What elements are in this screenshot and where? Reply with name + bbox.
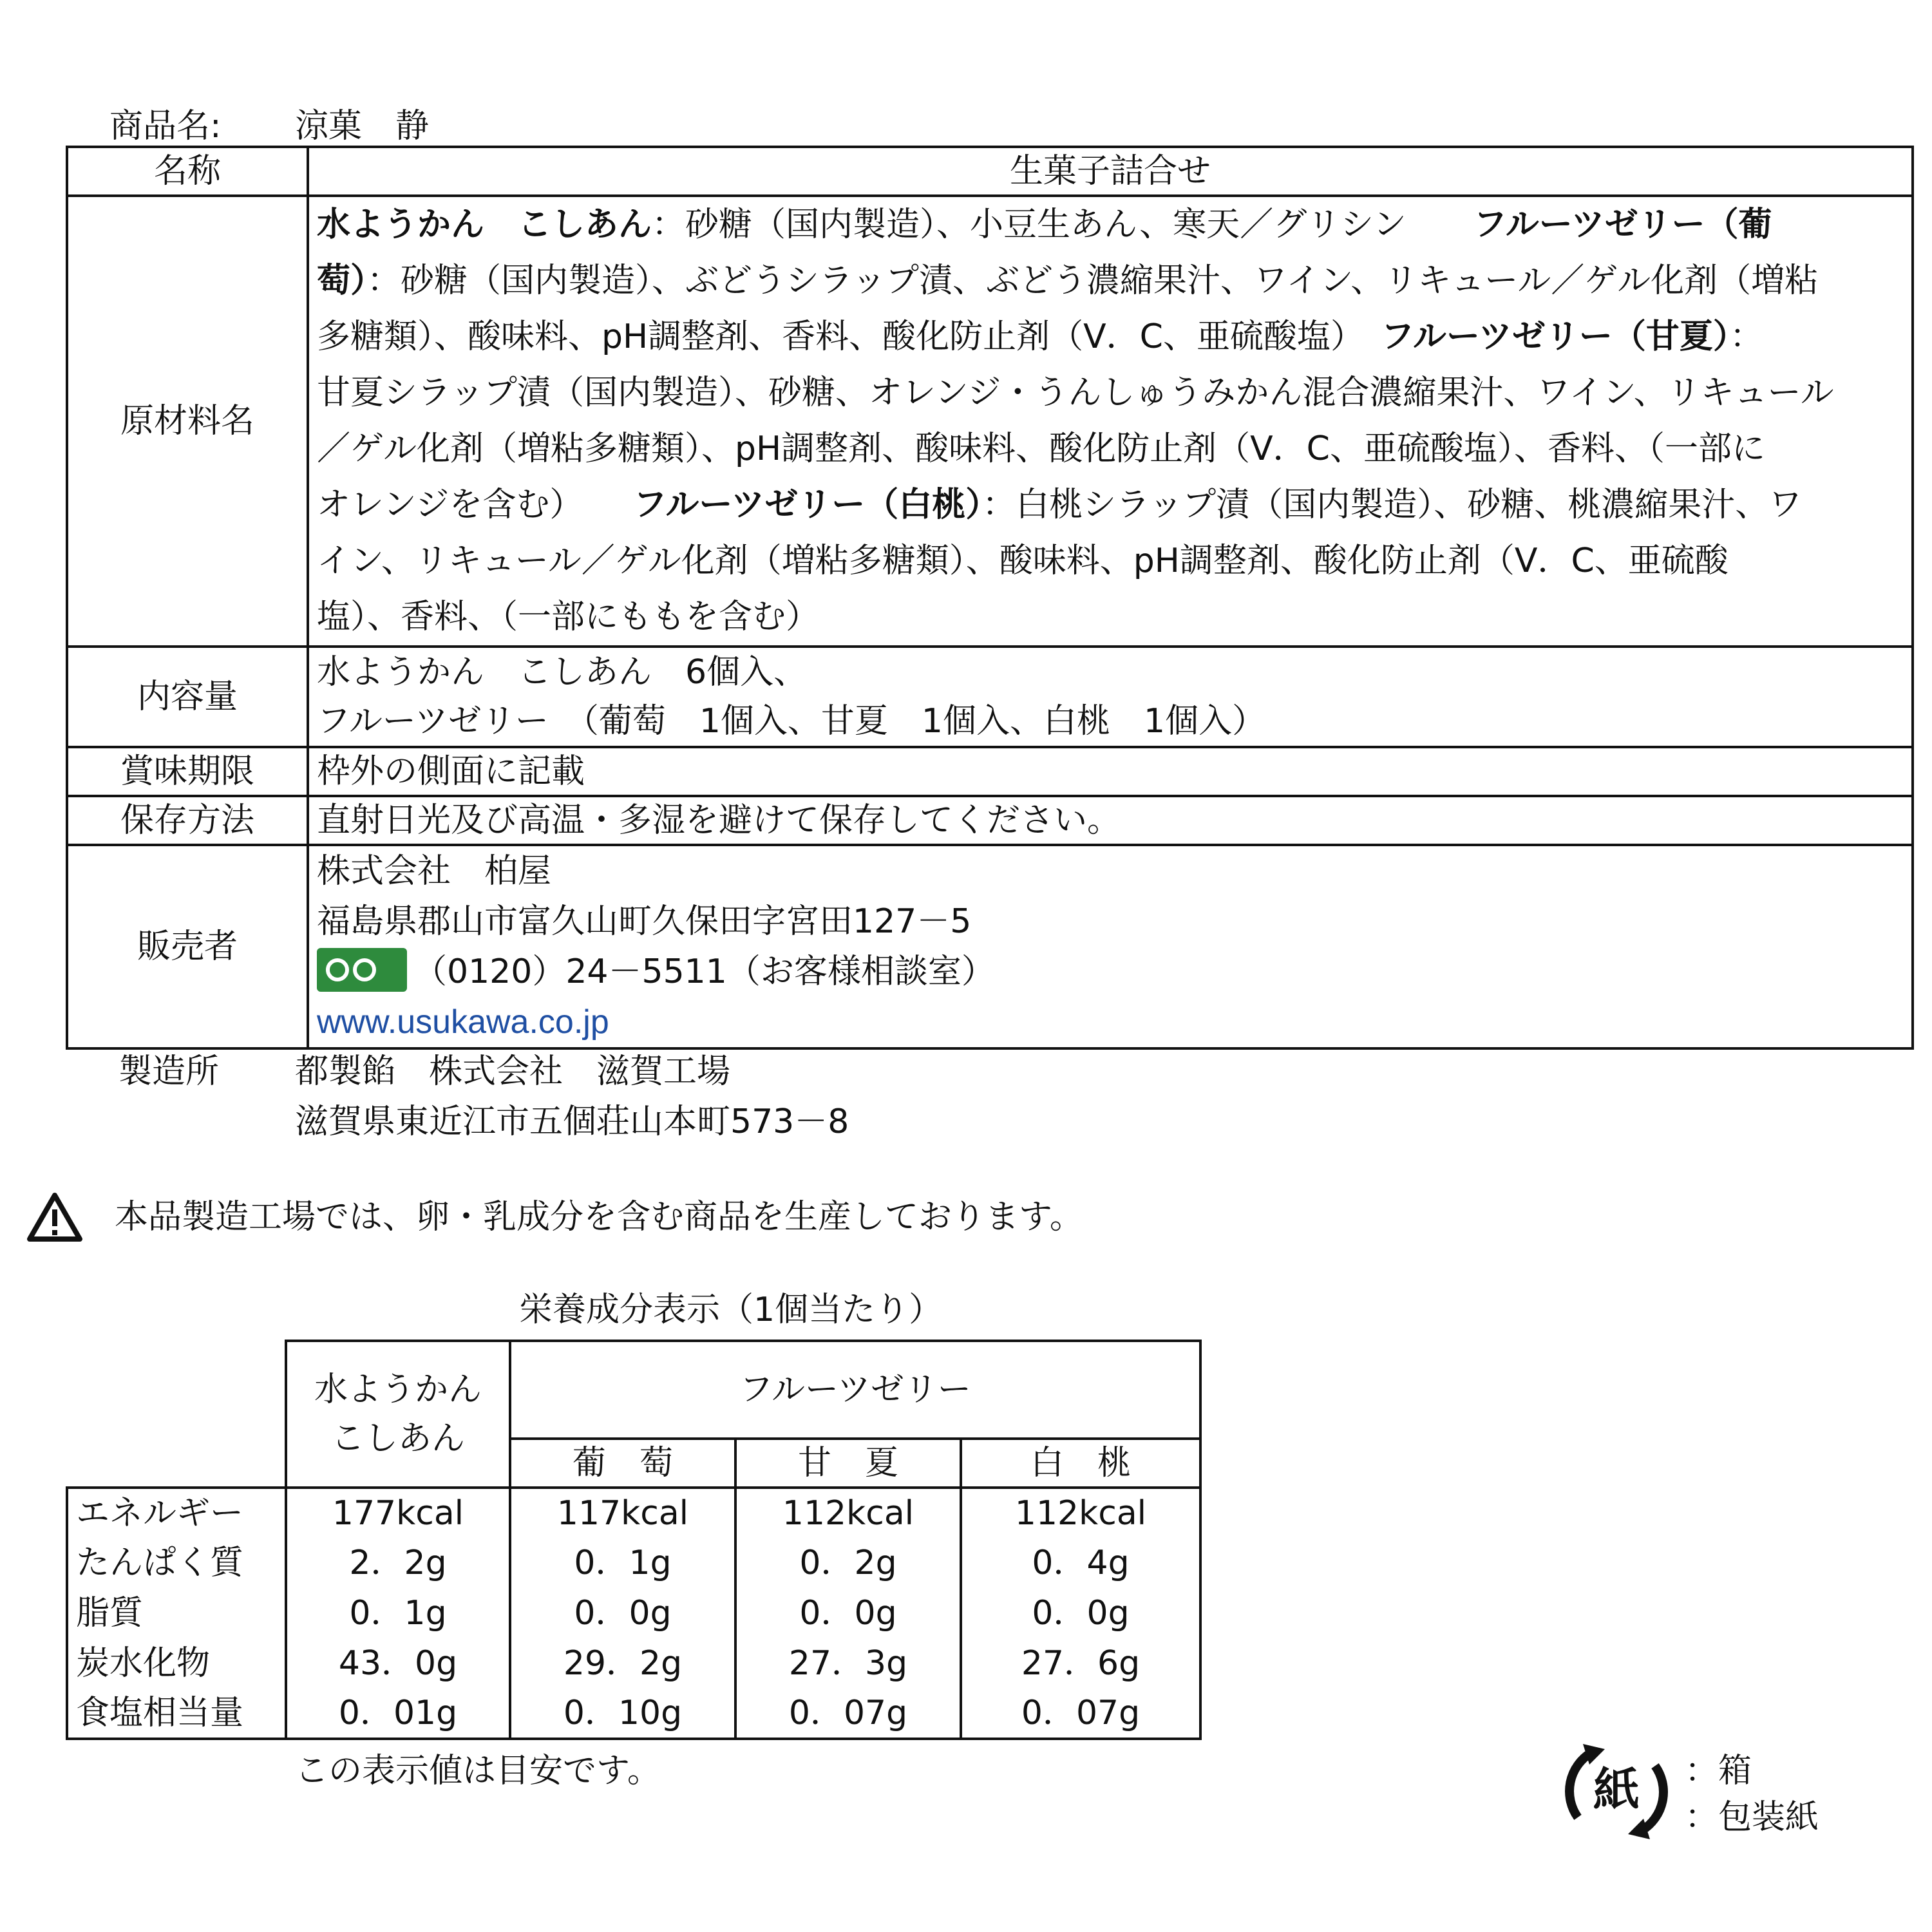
sub-col-amanatsu: 甘 夏 bbox=[735, 1439, 961, 1488]
corner-cell bbox=[67, 1341, 286, 1488]
maker-line1: 都製餡 株式会社 滋賀工場 bbox=[295, 1052, 731, 1091]
sub-col-grape: 葡 萄 bbox=[510, 1439, 735, 1488]
nutrition-table bbox=[66, 1340, 1202, 1740]
row-value: 枠外の側面に記載 bbox=[308, 747, 1913, 796]
seller-url[interactable]: www.usukawa.co.jp bbox=[317, 1003, 609, 1041]
paper-recycle-icon bbox=[1552, 1734, 1681, 1850]
svg-text:紙: 紙 bbox=[1593, 1763, 1640, 1817]
freedial-icon bbox=[317, 948, 407, 992]
recycle-item-box: ：箱 bbox=[1685, 1752, 1752, 1790]
row-name bbox=[67, 147, 1913, 196]
label-table bbox=[66, 146, 1914, 1050]
row-head: 原材料名 bbox=[67, 196, 308, 647]
warning-icon bbox=[26, 1191, 84, 1243]
row-value: 水ようかん こしあん 6個入、 フルーツゼリー （葡萄 1個入、甘夏 1個入、白桃 1個入） bbox=[308, 647, 1913, 747]
nutrition-row: たんぱく質 2．2g 0．1g 0．2g 0．4g bbox=[67, 1538, 1200, 1588]
row-value: 生菓子詰合せ bbox=[308, 147, 1913, 196]
ingredient-line: 多糖類）、酸味料、pH調整剤、香料、酸化防止剤（V．C、亜硫酸塩） フルーツゼリー（甘夏）： bbox=[317, 317, 1763, 356]
row-value bbox=[308, 845, 1913, 1048]
nutrition-title: 栄養成分表示（1個当たり） bbox=[519, 1291, 943, 1329]
nutrition-row: エネルギー 177kcal 117kcal 112kcal 112kcal bbox=[67, 1488, 1200, 1538]
col-jelly: フルーツゼリー bbox=[510, 1341, 1200, 1439]
seller-company: 株式会社 柏屋 bbox=[317, 852, 552, 891]
seller-phone: （0120）24－5511（お客様相談室） bbox=[317, 947, 1904, 997]
product-name-label: 商品名: bbox=[109, 107, 222, 146]
ingredient-line: イン、リキュール／ゲル化剤（増粘多糖類）、酸味料、pH調整剤、酸化防止剤（V．C、亜硫酸 bbox=[317, 542, 1728, 580]
maker-line2: 滋賀県東近江市五個荘山本町573－8 bbox=[295, 1103, 849, 1141]
row-head: 販売者 bbox=[67, 845, 308, 1048]
row-seller bbox=[67, 845, 1913, 1048]
recycle-item-wrap: ：包装紙 bbox=[1685, 1798, 1819, 1837]
row-storage bbox=[67, 796, 1913, 845]
nutrition-row: 脂質 0．1g 0．0g 0．0g 0．0g bbox=[67, 1588, 1200, 1638]
col-yokan: 水ようかん こしあん bbox=[286, 1341, 510, 1488]
ingredient-line: 萄）：砂糖（国内製造）、ぶどうシラップ漬、ぶどう濃縮果汁、ワイン、リキュール／ゲル化剤（増粘 bbox=[317, 261, 1819, 300]
sub-col-peach: 白 桃 bbox=[961, 1439, 1200, 1488]
row-ingredients bbox=[67, 196, 1913, 647]
row-value: 直射日光及び高温・多湿を避けて保存してください。 bbox=[308, 796, 1913, 845]
ingredient-line: ／ゲル化剤（増粘多糖類）、pH調整剤、酸味料、酸化防止剤（V．C、亜硫酸塩）、香料、（一部に bbox=[317, 430, 1765, 468]
maker-head: 製造所 bbox=[118, 1052, 220, 1091]
seller-address: 福島県郡山市富久山町久保田字宮田127－5 bbox=[317, 902, 972, 941]
ingredient-line: オレンジを含む） フルーツゼリー（白桃）：白桃シラップ漬（国内製造）、砂糖、桃濃縮果汁、ワ bbox=[317, 486, 1803, 524]
product-name: 涼菓 静 bbox=[295, 107, 430, 146]
nutrition-row: 炭水化物 43．0g 29．2g 27．3g 27．6g bbox=[67, 1638, 1200, 1689]
row-head: 保存方法 bbox=[67, 796, 308, 845]
nutrition-header-row bbox=[67, 1341, 1200, 1439]
ingredients-text bbox=[308, 196, 1913, 647]
row-head: 名称 bbox=[67, 147, 308, 196]
row-head: 内容量 bbox=[67, 647, 308, 747]
ingredient-line: 塩）、香料、（一部にももを含む） bbox=[317, 598, 820, 636]
nutrition-note: この表示値は目安です。 bbox=[295, 1752, 661, 1790]
ingredient-line: 甘夏シラップ漬（国内製造）、砂糖、オレンジ・うんしゅうみかん混合濃縮果汁、ワイン、リキュール bbox=[317, 374, 1834, 412]
allergen-notice: 本品製造工場では、卵・乳成分を含む商品を生産しております。 bbox=[115, 1198, 1083, 1236]
nutrition-row: 食塩相当量 0．01g 0．10g 0．07g 0．07g bbox=[67, 1689, 1200, 1739]
ingredient-line: 水ようかん こしあん：砂糖（国内製造）、小豆生あん、寒天／グリシン フルーツゼリー（葡 bbox=[317, 205, 1772, 244]
row-expiry bbox=[67, 747, 1913, 796]
row-contents bbox=[67, 647, 1913, 747]
row-head: 賞味期限 bbox=[67, 747, 308, 796]
